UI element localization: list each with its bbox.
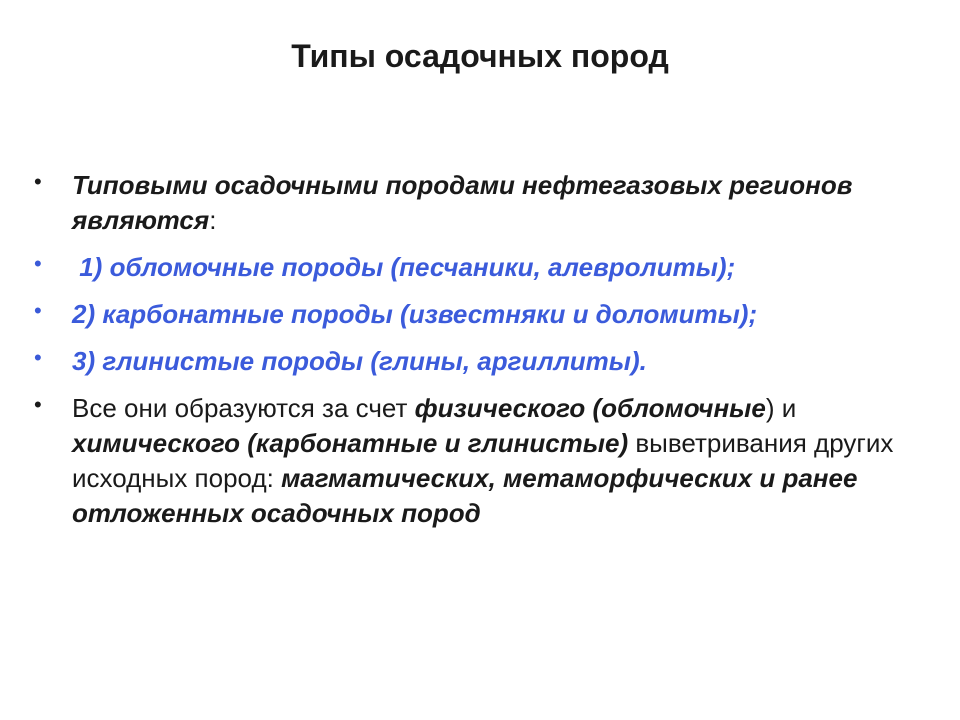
bullet-text: химического (карбонатные и глинистые): [72, 428, 629, 458]
bullet-item: [34, 297, 914, 332]
bullet-dot-icon: •: [34, 298, 42, 323]
bullet-item: [34, 250, 914, 285]
bullet-item: [34, 168, 914, 238]
bullet-item: [34, 391, 914, 531]
bullet-text: 2) карбонатные породы (известняки и доломиты);: [72, 299, 758, 329]
bullet-dot-icon: •: [34, 169, 42, 194]
bullet-text: физического (обломочные: [414, 393, 766, 423]
bullet-dot-icon: •: [34, 251, 42, 276]
bullet-text: выветривания других исходных пород:: [72, 428, 894, 493]
bullet-dot-icon: •: [34, 345, 42, 370]
slide-title: Типы осадочных пород: [291, 38, 669, 74]
bullet-dot-icon: •: [34, 392, 42, 417]
bullet-text: магматических, метаморфических и ранее отложенных осадочных пород: [72, 463, 858, 528]
bullet-text: ) и: [765, 393, 797, 423]
bullet-text: 1) обломочные породы (песчаники, алевролиты);: [72, 252, 736, 282]
bullet-text: 3) глинистые породы (глины, аргиллиты).: [72, 346, 647, 376]
bullet-list: [34, 168, 914, 531]
bullet-item: [34, 344, 914, 379]
bullet-text: Типовыми осадочными породами нефтегазовых регионов являются: [72, 170, 853, 235]
bullet-text: Все они образуются за счет: [72, 393, 415, 423]
bullet-text: :: [209, 205, 217, 235]
